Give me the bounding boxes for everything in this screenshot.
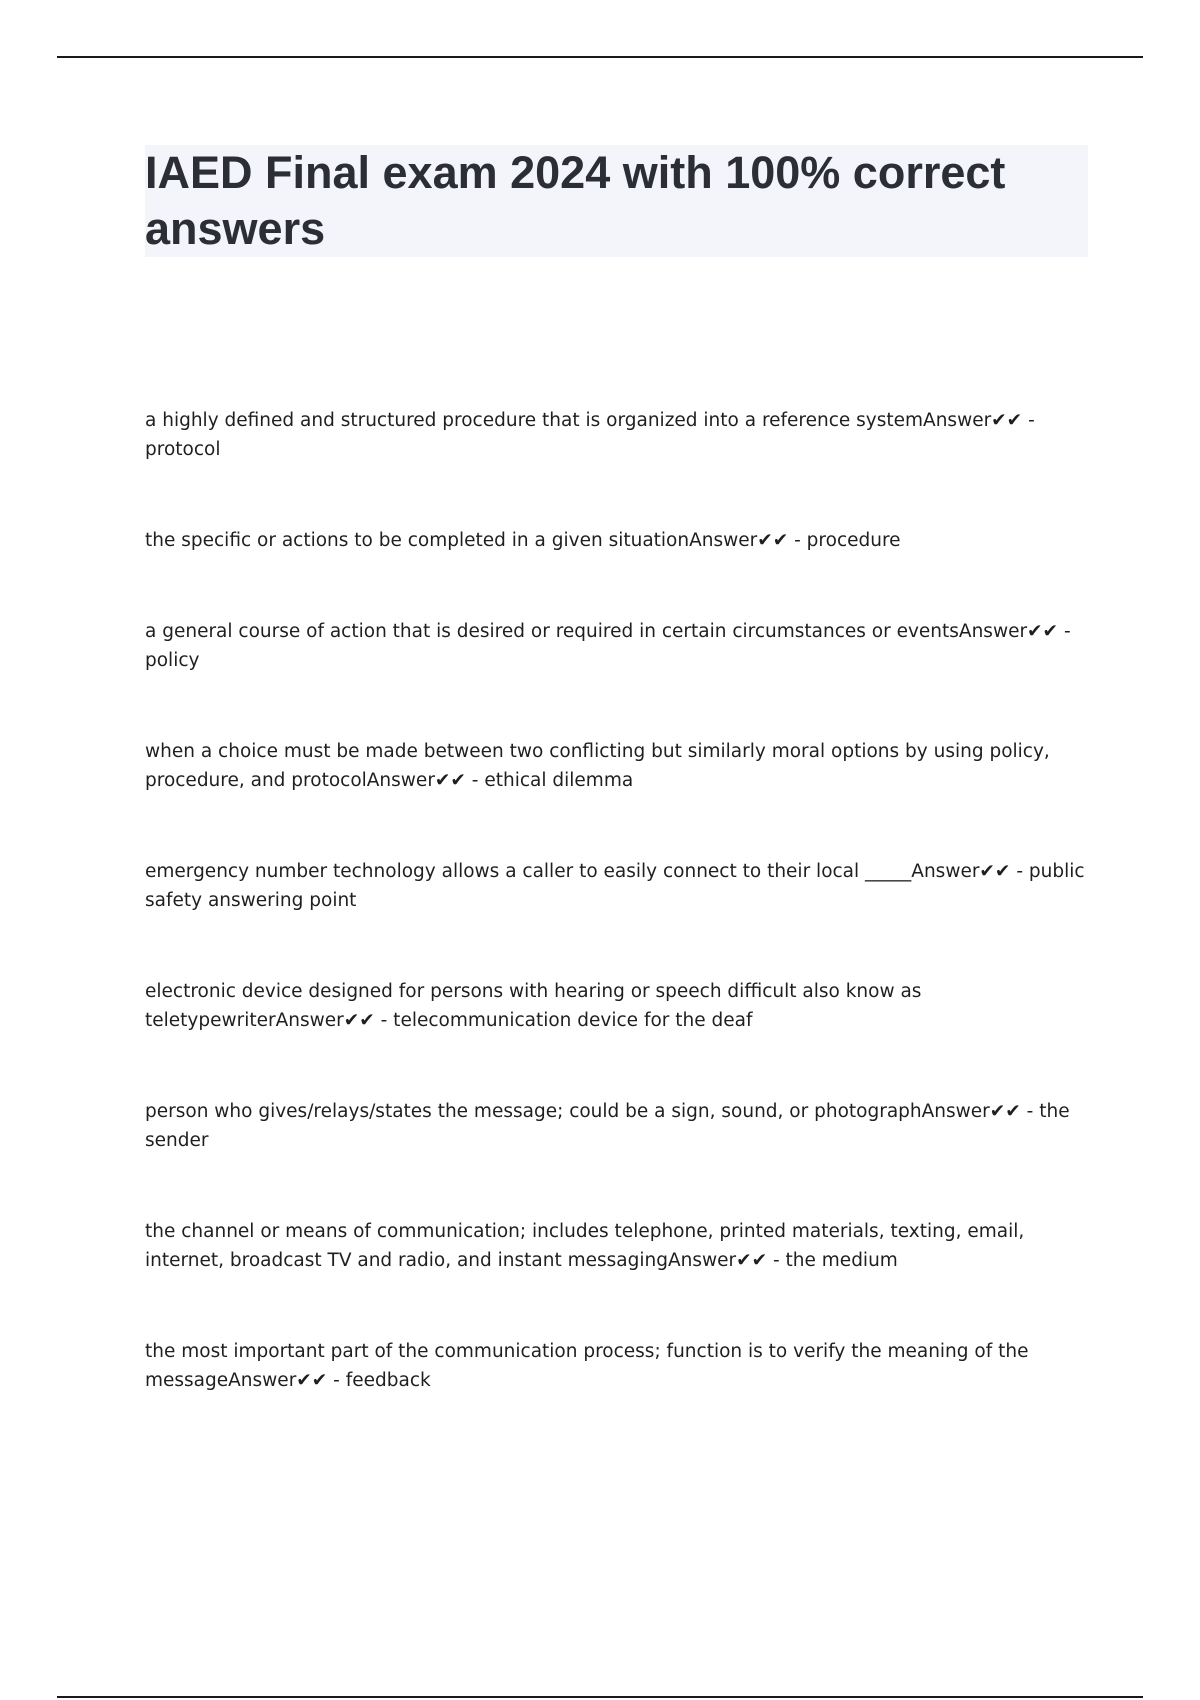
answer-text: - public safety answering point [145,861,1085,911]
answer-marker: Answer✔✔ [923,410,1023,431]
answer-text: - feedback [327,1370,431,1391]
answer-text: - the medium [767,1250,898,1271]
qa-item [145,737,1090,795]
top-divider [57,56,1143,58]
qa-item [145,977,1090,1035]
answer-marker: Answer✔✔ [667,1250,768,1271]
question-text: the channel or means of communication; includes telephone, printed materials, texting, email, internet, broadcast TV and radio, and instant messaging [145,1221,1025,1271]
answer-marker: Answer✔✔ [275,1010,375,1031]
answer-text: - procedure [788,530,901,551]
answer-marker: Answer✔✔ [366,770,466,791]
answer-text: - telecommunication device for the deaf [374,1010,753,1031]
qa-item [145,1217,1090,1275]
question-text: emergency number technology allows a caller to easily connect to their local _____ [145,861,912,882]
question-text: a highly defined and structured procedure that is organized into a reference system [145,410,924,431]
qa-item [145,526,1090,555]
question-text: a general course of action that is desired or required in certain circumstances or events [145,621,959,642]
answer-text: - protocol [145,410,1035,460]
question-text: when a choice must be made between two conflicting but similarly moral options by using policy, procedure, and protocol [145,741,1050,791]
bottom-divider [57,1696,1143,1698]
question-text: person who gives/relays/states the message; could be a sign, sound, or photograph [145,1101,922,1122]
answer-text: - ethical dilemma [465,770,634,791]
answer-marker: Answer✔✔ [689,530,789,551]
answer-marker: Answer✔✔ [911,861,1011,882]
title-block [145,145,1088,257]
question-text: electronic device designed for persons with hearing or speech difficult also know as teletypewriter [145,981,922,1031]
qa-item [145,857,1090,915]
answer-marker: Answer✔✔ [921,1101,1021,1122]
qa-item [145,617,1090,675]
page-title: IAED Final exam 2024 with 100% correct answers [145,147,1006,254]
question-text: the most important part of the communication process; function is to verify the meaning of the message [145,1341,1029,1391]
qa-item [145,1337,1090,1395]
qa-item [145,1097,1090,1155]
answer-text: - policy [145,621,1071,671]
answer-marker: Answer✔✔ [228,1370,328,1391]
answer-text: - the sender [145,1101,1070,1151]
answer-marker: Answer✔✔ [958,621,1059,642]
question-text: the specific or actions to be completed in a given situation [145,530,690,551]
qa-item [145,406,1090,464]
qa-list [145,344,1090,1395]
